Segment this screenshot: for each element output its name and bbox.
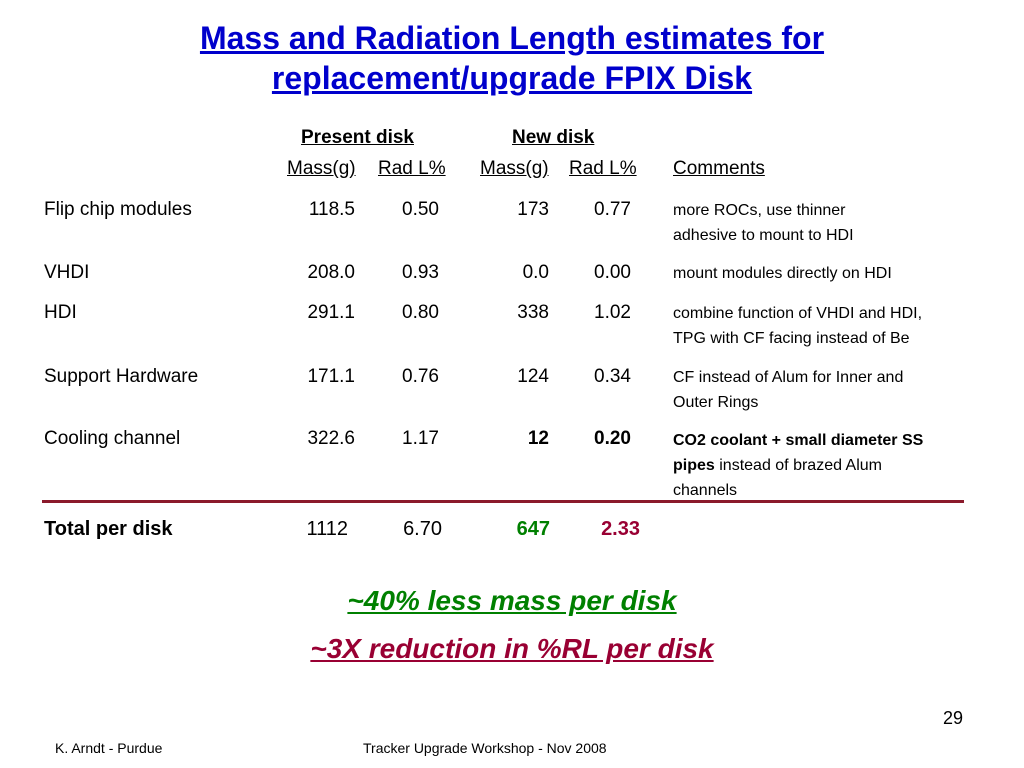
present-mass-cell: 171.1 — [307, 366, 355, 387]
footer-event: Tracker Upgrade Workshop - Nov 2008 — [363, 740, 607, 756]
total-new-radl: 2.33 — [601, 518, 640, 540]
new-mass-cell: 338 — [517, 302, 549, 323]
present-mass-cell: 208.0 — [307, 262, 355, 283]
table-divider — [42, 500, 964, 503]
comment-text: instead of brazed Alum — [714, 457, 883, 474]
comment-cell — [673, 261, 993, 286]
row-label-flip-chip: Flip chip modules — [44, 199, 192, 220]
comment-cell — [673, 301, 993, 351]
row-label-hdi: HDI — [44, 302, 77, 323]
footer-author: K. Arndt - Purdue — [55, 740, 163, 756]
row-label-vhdi: VHDI — [44, 262, 90, 283]
new-mass-cell: 12 — [527, 428, 549, 449]
comment-line: combine function of VHDI and HDI, — [673, 305, 923, 322]
present-mass-cell: 322.6 — [307, 428, 355, 449]
present-radl-cell: 0.93 — [402, 262, 439, 283]
total-label: Total per disk — [44, 518, 173, 540]
present-radl-cell: 0.76 — [402, 366, 439, 387]
present-mass-cell: 291.1 — [307, 302, 355, 323]
comment-cell — [673, 365, 993, 415]
present-disk-header: Present disk — [301, 127, 414, 148]
row-label-support-hardware: Support Hardware — [44, 366, 199, 387]
slide-title — [0, 18, 1024, 98]
new-radl-cell: 0.77 — [594, 199, 631, 220]
summary-radl-reduction: ~3X reduction in %RL per disk — [310, 633, 714, 664]
comment-line: channels — [673, 482, 738, 499]
present-mass-header: Mass(g) — [287, 158, 356, 179]
new-disk-header: New disk — [512, 127, 595, 148]
comment-cell — [673, 198, 993, 248]
present-radl-cell: 0.50 — [402, 199, 439, 220]
present-mass-cell: 118.5 — [308, 199, 355, 220]
total-present-mass: 1112 — [306, 518, 348, 540]
total-new-mass: 647 — [516, 518, 550, 540]
slide-title-line2: replacement/upgrade FPIX Disk — [271, 60, 753, 96]
comment-line: CO2 coolant + small diameter SS — [673, 432, 924, 449]
comment-line — [673, 453, 993, 478]
comment-line: Outer Rings — [673, 394, 759, 411]
page-number: 29 — [943, 708, 964, 728]
slide-title-line1: Mass and Radiation Length estimates for — [199, 20, 825, 56]
comment-bold-text: pipes — [673, 457, 715, 474]
comment-line: more ROCs, use thinner — [673, 202, 846, 219]
total-present-radl: 6.70 — [403, 518, 442, 540]
new-mass-header: Mass(g) — [480, 158, 549, 179]
new-mass-cell: 173 — [517, 199, 549, 220]
present-radl-header: Rad L% — [378, 158, 446, 179]
comment-cell — [673, 428, 993, 503]
summary-mass-reduction: ~40% less mass per disk — [347, 585, 677, 616]
present-radl-cell: 0.80 — [402, 302, 439, 323]
comment-line: TPG with CF facing instead of Be — [673, 330, 910, 347]
new-mass-cell: 0.0 — [522, 262, 549, 283]
present-radl-cell: 1.17 — [402, 428, 439, 449]
new-radl-cell: 0.20 — [594, 428, 631, 449]
new-radl-cell: 0.34 — [594, 366, 631, 387]
new-radl-cell: 0.00 — [594, 262, 631, 283]
new-radl-header: Rad L% — [569, 158, 637, 179]
comment-line: CF instead of Alum for Inner and — [673, 369, 904, 386]
comment-line: mount modules directly on HDI — [673, 265, 892, 282]
new-radl-cell: 1.02 — [594, 302, 631, 323]
comment-line: adhesive to mount to HDI — [673, 227, 854, 244]
comments-header: Comments — [673, 158, 765, 179]
row-label-cooling-channel: Cooling channel — [44, 428, 181, 449]
new-mass-cell: 124 — [517, 366, 549, 387]
